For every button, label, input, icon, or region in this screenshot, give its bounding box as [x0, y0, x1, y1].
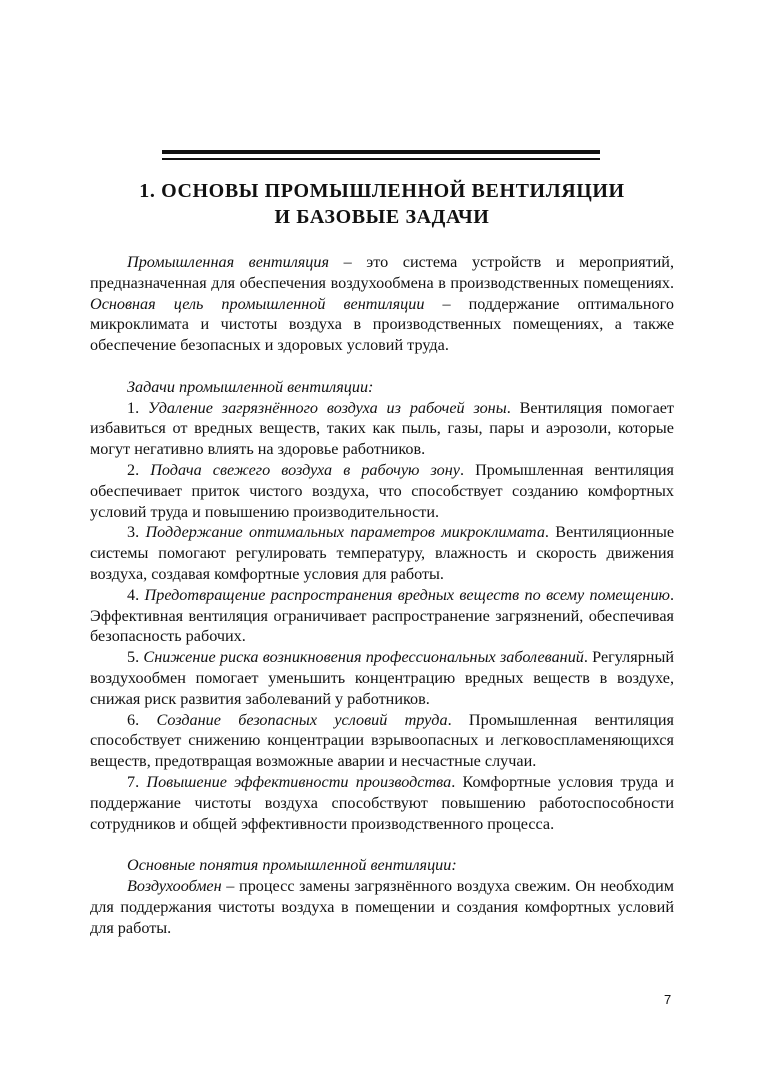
chapter-heading-line-1: 1. ОСНОВЫ ПРОМЫШЛЕННОЙ ВЕНТИЛЯЦИИ	[139, 180, 625, 202]
task-term: Создание безопасных условий труда	[156, 710, 448, 729]
task-item-2	[90, 460, 674, 522]
task-text: . Промышленная вентиляция обеспечивает приток чистого воздуха, что способствует созданию комфортных условий труда и повышению производительности.	[90, 460, 674, 521]
intro-term-2: Основная цель промышленной вентиляции	[90, 294, 425, 313]
task-number: 7.	[127, 772, 147, 791]
task-item-3	[90, 522, 674, 584]
task-term: Удаление загрязнённого воздуха из рабочей зоны	[148, 398, 507, 417]
intro-term-1: Промышленная вентиляция	[127, 253, 330, 271]
concepts-title	[90, 855, 674, 876]
page-number: 7	[664, 992, 672, 1007]
concept-text: – процесс замены загрязнённого воздуха свежим. Он необходим для поддержания чистоты воздуха в помещении и создания комфортных условий для работы.	[90, 876, 674, 937]
tasks-title	[90, 377, 674, 398]
task-text: . Эффективная вентиляция ограничивает распространение загрязнений, обеспечивая безопасность рабочих.	[90, 585, 675, 646]
task-item-4	[90, 585, 674, 647]
task-term: Предотвращение распространения вредных веществ по всему помещению	[144, 585, 670, 604]
task-item-6	[90, 710, 674, 772]
task-item-7	[90, 772, 674, 834]
concept-air-exchange	[90, 876, 674, 938]
task-number: 3.	[127, 523, 146, 542]
chapter-heading	[90, 178, 674, 230]
task-term: Подача свежего воздуха в рабочую зону	[150, 460, 460, 479]
task-number: 2.	[127, 460, 151, 479]
task-item-5	[90, 647, 674, 709]
body-text	[90, 252, 674, 938]
task-text: . Промышленная вентиляция способствует снижению концентрации взрывоопасных и легковоспламеняющихся веществ, предотвращая возможные аварии и несчастные случаи.	[90, 710, 675, 771]
task-number: 4.	[127, 585, 145, 604]
concept-term: Воздухообмен	[127, 876, 222, 895]
task-term: Повышение эффективности производства	[146, 772, 452, 791]
task-text: . Вентиляция помогает избавиться от вредных веществ, таких как пыль, газы, пары и аэрозоли, которые могут негативно влиять на здоровье работников.	[90, 398, 675, 459]
task-text: . Вентиляционные системы помогают регулировать температуру, влажность и скорость движения воздуха, создавая комфортные условия для работы.	[90, 523, 674, 583]
task-text: . Регулярный воздухообмен помогает уменьшить концентрацию вредных веществ в воздухе, снижая риск развития заболеваний у работников.	[90, 648, 674, 708]
intro-text-1: – это система устройств и мероприятий, предназначенная для обеспечения воздухообмена в производственных помещениях.	[90, 253, 675, 292]
task-term: Поддержание оптимальных параметров микроклимата	[145, 523, 545, 542]
task-text: . Комфортные условия труда и поддержание чистоты воздуха способствуют повышению работоспособности сотрудников и общей эффективности производственного процесса.	[90, 772, 674, 833]
task-item-1	[90, 398, 674, 460]
task-term: Снижение риска возникновения профессиональных заболеваний	[143, 648, 584, 667]
header-rule-thick	[162, 150, 600, 154]
concepts-title-text: Основные понятия промышленной вентиляции:	[127, 856, 457, 875]
task-number: 5.	[127, 648, 144, 667]
task-number: 6.	[127, 710, 157, 729]
intro-paragraph	[90, 252, 674, 356]
header-rule-thin	[162, 158, 600, 160]
chapter-heading-line-2: И БАЗОВЫЕ ЗАДАЧИ	[274, 206, 490, 228]
task-number: 1.	[127, 398, 149, 417]
intro-text-2: – поддержание оптимального микроклимата и чистоты воздуха в производственных помещениях, а также обеспечение безопасных и здоровых условий труда.	[90, 294, 675, 355]
tasks-title-text: Задачи промышленной вентиляции:	[127, 377, 374, 396]
